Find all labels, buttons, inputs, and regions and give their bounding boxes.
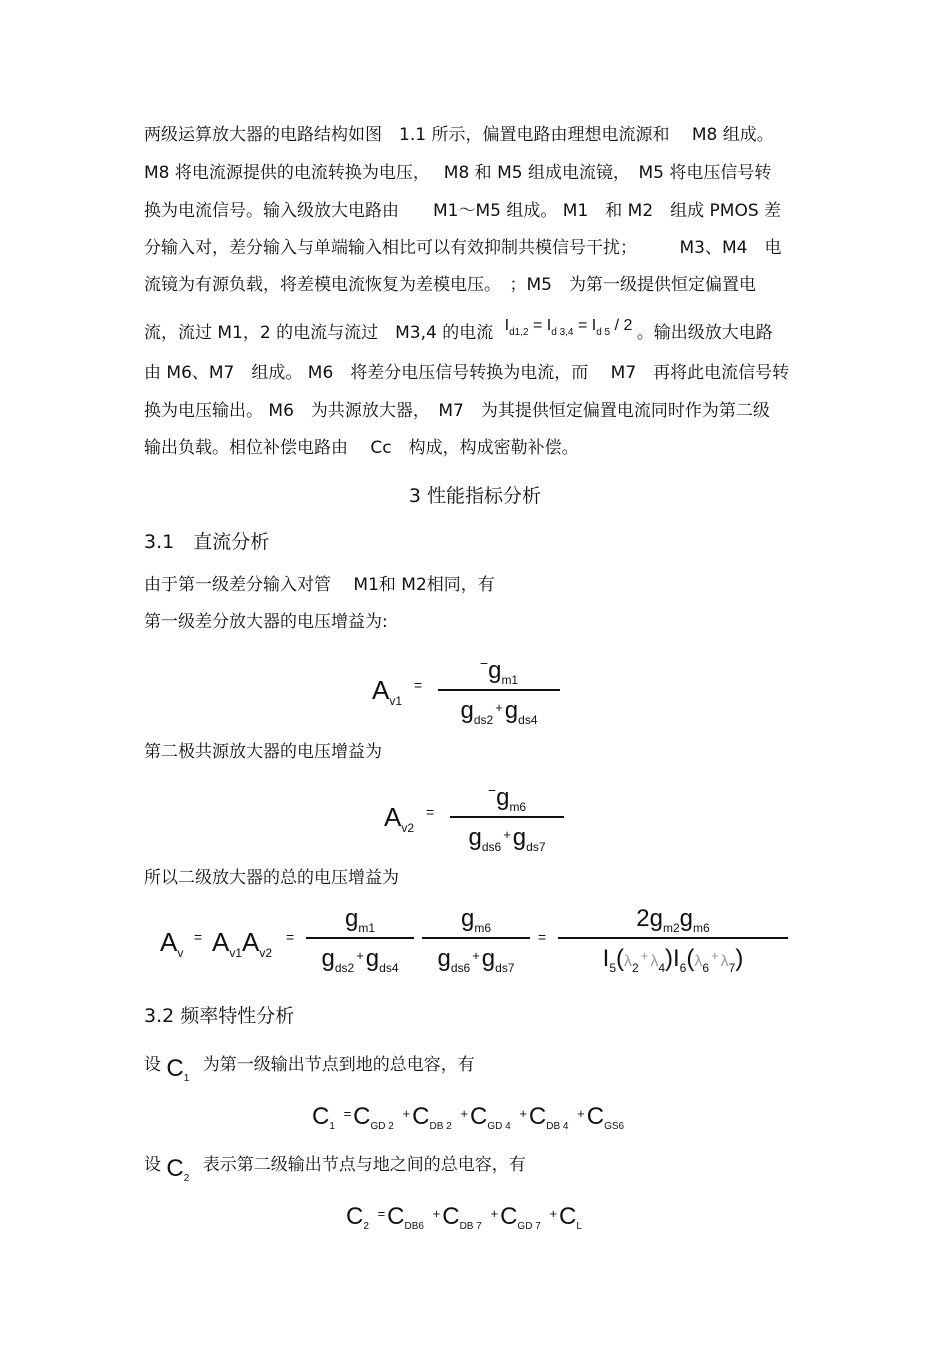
- section-3-1-text-4: 所以二级放大器的总的电压增益为: [144, 868, 399, 888]
- paragraph-line-5: 流镜为有源负载，将差模电流恢复为差模电压。 ；M5 为第一级提供恒定偏置电: [144, 275, 756, 295]
- section-3-2-title: 3.2 频率特性分析: [144, 1005, 295, 1027]
- paragraph-line-6: [144, 317, 773, 352]
- equation-av-total: $A_v$ = $A_{v1}A_{v2}$ = $g_{m1}$ $g_{ds2}^+g_{ds4}$ $g_{m6}$ $g_{ds6}^+g_{ds7}$ = $2g_{m2}g_{m6}$ $I_5(\lambda_2^+$ $\lambda_4)I_6(\lambda_6^+$ $\lambda_7$): [160, 905, 800, 985]
- paragraph-line-2: M8 将电流源提供的电流转换为电压， M8 和 M5 组成电流镜， M5 将电压信号转: [144, 163, 772, 183]
- current-equation-inline: $I_{d1,2} = I_{d 3,4} = I_{d 5} / 2$: [504, 317, 633, 338]
- c2-definition-line: 设 $C_2$ 表示第二级输出节点与地之间的总电容，有: [144, 1155, 526, 1184]
- c1-symbol: $C_1$: [166, 1055, 190, 1084]
- paragraph-line-6-tail: 。输出级放大电路: [636, 323, 773, 343]
- section-3-1-text-3: 第二极共源放大器的电压增益为: [144, 742, 382, 762]
- section-3-1-title: 3.1 直流分析: [144, 531, 270, 553]
- paragraph-line-7: 由 M6、M7 组成。 M6 将差分电压信号转换为电流，而 M7 再将此电流信号转: [144, 363, 790, 383]
- paragraph-line-6-text: 流，流过 M1，2 的电流与流过 M3,4 的电流: [144, 323, 494, 343]
- paragraph-line-8: 换为电压输出。 M6 为共源放大器， M7 为其提供恒定偏置电流同时作为第二级: [144, 401, 770, 421]
- equation-av1: $A_{v1}$ = $^-g_{m1}$ $g_{ds2}^+g_{ds4}$: [372, 655, 572, 735]
- section-3-title: 3 性能指标分析: [408, 485, 542, 507]
- paragraph-line-1: 两级运算放大器的电路结构如图 1.1 所示，偏置电路由理想电流源和 M8 组成。: [144, 125, 774, 145]
- equation-av2: $A_{v2}$ = $^-g_{m6}$ $g_{ds6}^+g_{ds7}$: [384, 782, 584, 862]
- section-3-1-text-1: 由于第一级差分输入对管 M1和 M2相同，有: [144, 575, 495, 595]
- equation-c2: $C_2$ $^=C_{DB6}$ $^+C_{DB 7}$ $^+C_{GD 7}$ $^+C_L$: [346, 1203, 582, 1232]
- c1-definition-line: 设 $C_1$ 为第一级输出节点到地的总电容，有: [144, 1055, 475, 1084]
- paragraph-line-4: 分输入对，差分输入与单端输入相比可以有效抑制共模信号干扰； M3、M4 电: [144, 238, 782, 258]
- equation-c1: $C_1$ $^=C_{GD 2}$ $^+C_{DB 2}$ $^+C_{GD 4}$ $^+C_{DB 4}$ $^+C_{GS6}$: [312, 1103, 625, 1132]
- section-3-1-text-2: 第一级差分放大器的电压增益为:: [144, 612, 388, 632]
- paragraph-line-3: 换为电流信号。输入级放大电路由 M1～M5 组成。 M1 和 M2 组成 PMOS 差: [144, 201, 782, 221]
- paragraph-line-9: 输出负载。相位补偿电路由 Cc 构成，构成密勒补偿。: [144, 438, 579, 458]
- c2-symbol: $C_2$: [166, 1155, 190, 1184]
